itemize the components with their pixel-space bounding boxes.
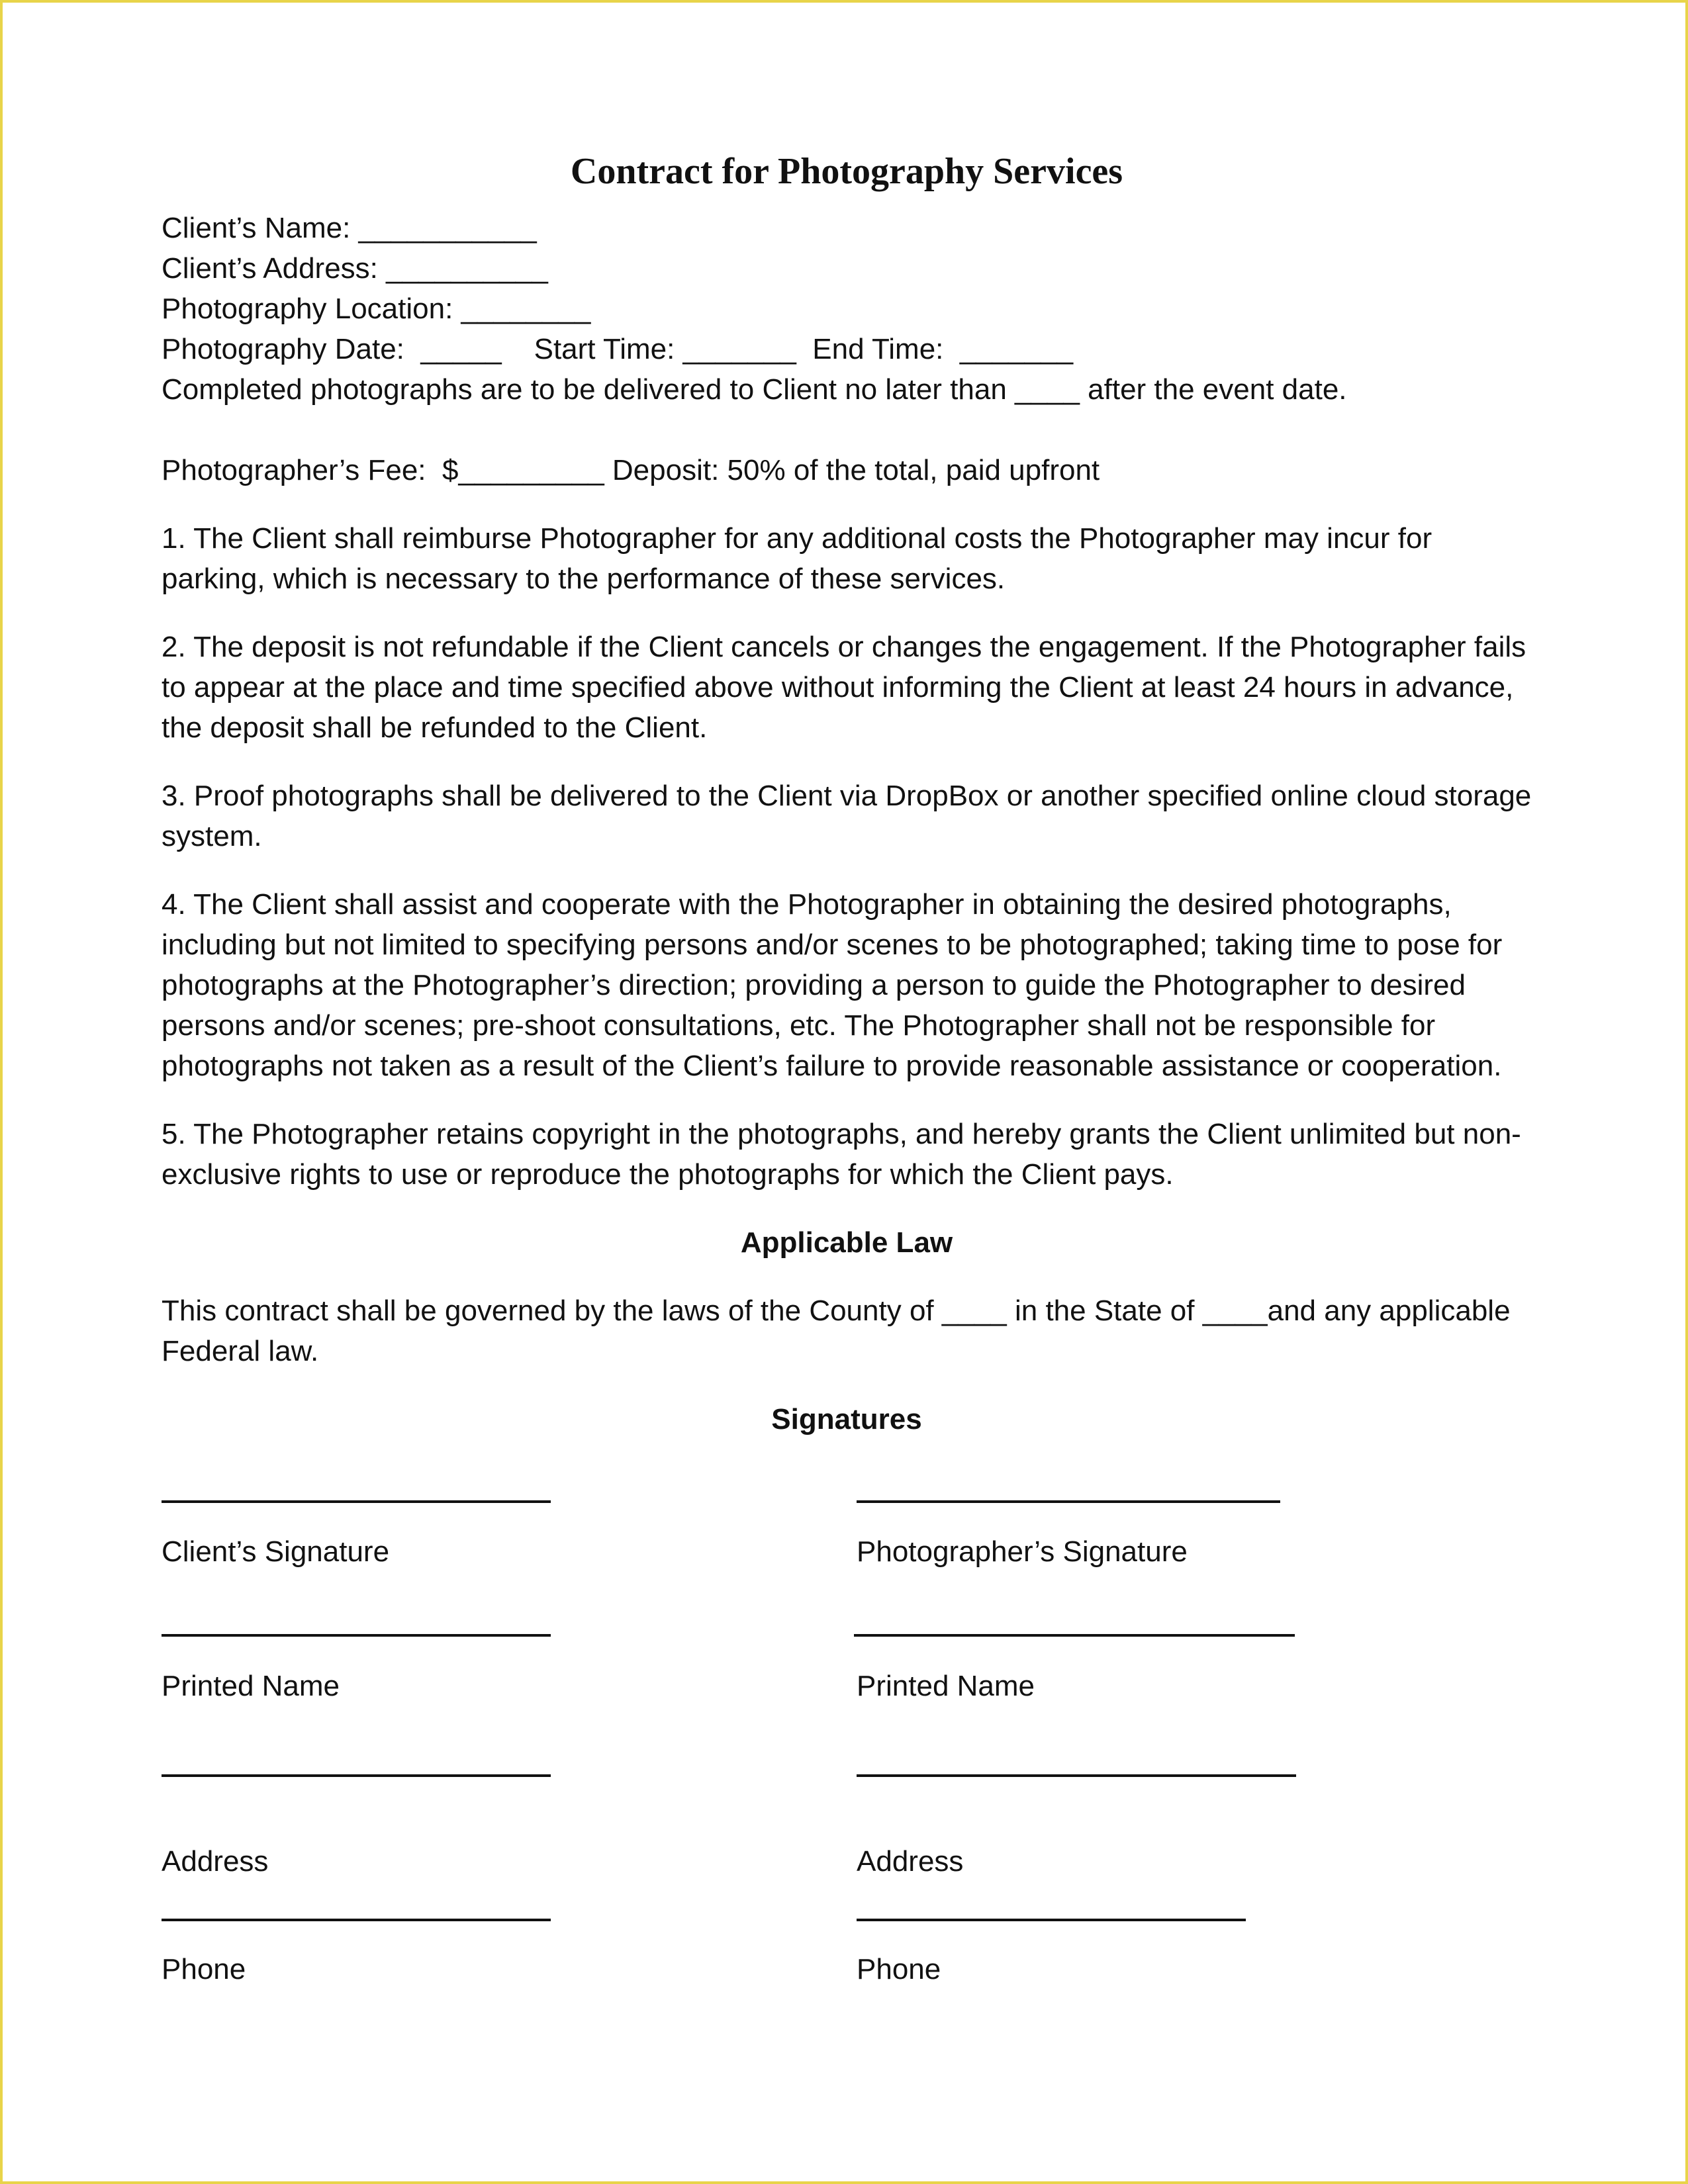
photography-date-time-field: Photography Date: _____ Start Time: _______ End Time: _______ (162, 333, 1074, 365)
client-signature-label: Client’s Signature (162, 1535, 390, 1568)
photographer-signature-label: Photographer’s Signature (857, 1535, 1188, 1568)
applicable-law-heading: Applicable Law (740, 1226, 953, 1259)
photographer-phone-label: Phone (857, 1953, 941, 1985)
clause-4: 4. The Client shall assist and cooperate with the Photographer in obtaining the desired photographs, including but not limited to specifying persons and/or scenes to be photographed; taking time to pose for photographs at the Photographer’s direction; providing a person to guide the Photographer to desired persons and/or scenes; pre-shoot consultations, etc. The Photographer shall not be responsible for photographs not taken as a result of the Client’s failure to provide reasonable assistance or cooperation. (162, 888, 1503, 1082)
photographer-signature-line[interactable] (857, 1500, 1280, 1503)
signatures-heading: Signatures (771, 1403, 922, 1435)
photographer-printed-name-label: Printed Name (857, 1670, 1035, 1702)
document-content (162, 148, 1538, 2009)
document-title: Contract for Photography Services (570, 151, 1123, 192)
clause-3: 3. Proof photographs shall be delivered to the Client via DropBox or another specified online cloud storage system. (162, 780, 1532, 852)
client-signature-line[interactable] (162, 1500, 551, 1503)
clause-5: 5. The Photographer retains copyright in the photographs, and hereby grants the Client unlimited but non-exclusive rights to use or reproduce the photographs for which the Client pays. (162, 1118, 1521, 1191)
client-printed-name-label: Printed Name (162, 1670, 340, 1702)
signature-block (162, 1439, 1538, 2009)
client-name-field: Client’s Name: ___________ (162, 212, 537, 244)
client-phone-label: Phone (162, 1953, 246, 1985)
client-printed-name-line[interactable] (162, 1634, 551, 1637)
photography-location-field: Photography Location: ________ (162, 293, 591, 325)
photographer-printed-name-line[interactable] (854, 1634, 1295, 1637)
clause-2: 2. The deposit is not refundable if the Client cancels or changes the engagement. If the Photographer fails to appear at the place and time specified above without informing the Client at least 24 hours in advance, the deposit shall be refunded to the Client. (162, 631, 1526, 744)
applicable-law-text: This contract shall be governed by the laws of the County of ____ in the State of ____and any applicable Federal law. (162, 1295, 1511, 1367)
client-address-field: Client’s Address: __________ (162, 252, 548, 285)
clause-1: 1. The Client shall reimburse Photographer for any additional costs the Photographer may incur for parking, which is necessary to the performance of these services. (162, 522, 1432, 595)
fee-field: Photographer’s Fee: $_________ Deposit: 50% of the total, paid upfront (162, 454, 1100, 486)
photographer-phone-line[interactable] (857, 1919, 1246, 1921)
photographer-address-line[interactable] (857, 1774, 1296, 1777)
photographer-address-label: Address (857, 1845, 964, 1878)
delivery-terms: Completed photographs are to be delivered to Client no later than ____ after the event date. (162, 373, 1347, 406)
client-address-line[interactable] (162, 1774, 551, 1777)
client-address-label: Address (162, 1845, 269, 1878)
client-phone-line[interactable] (162, 1919, 551, 1921)
